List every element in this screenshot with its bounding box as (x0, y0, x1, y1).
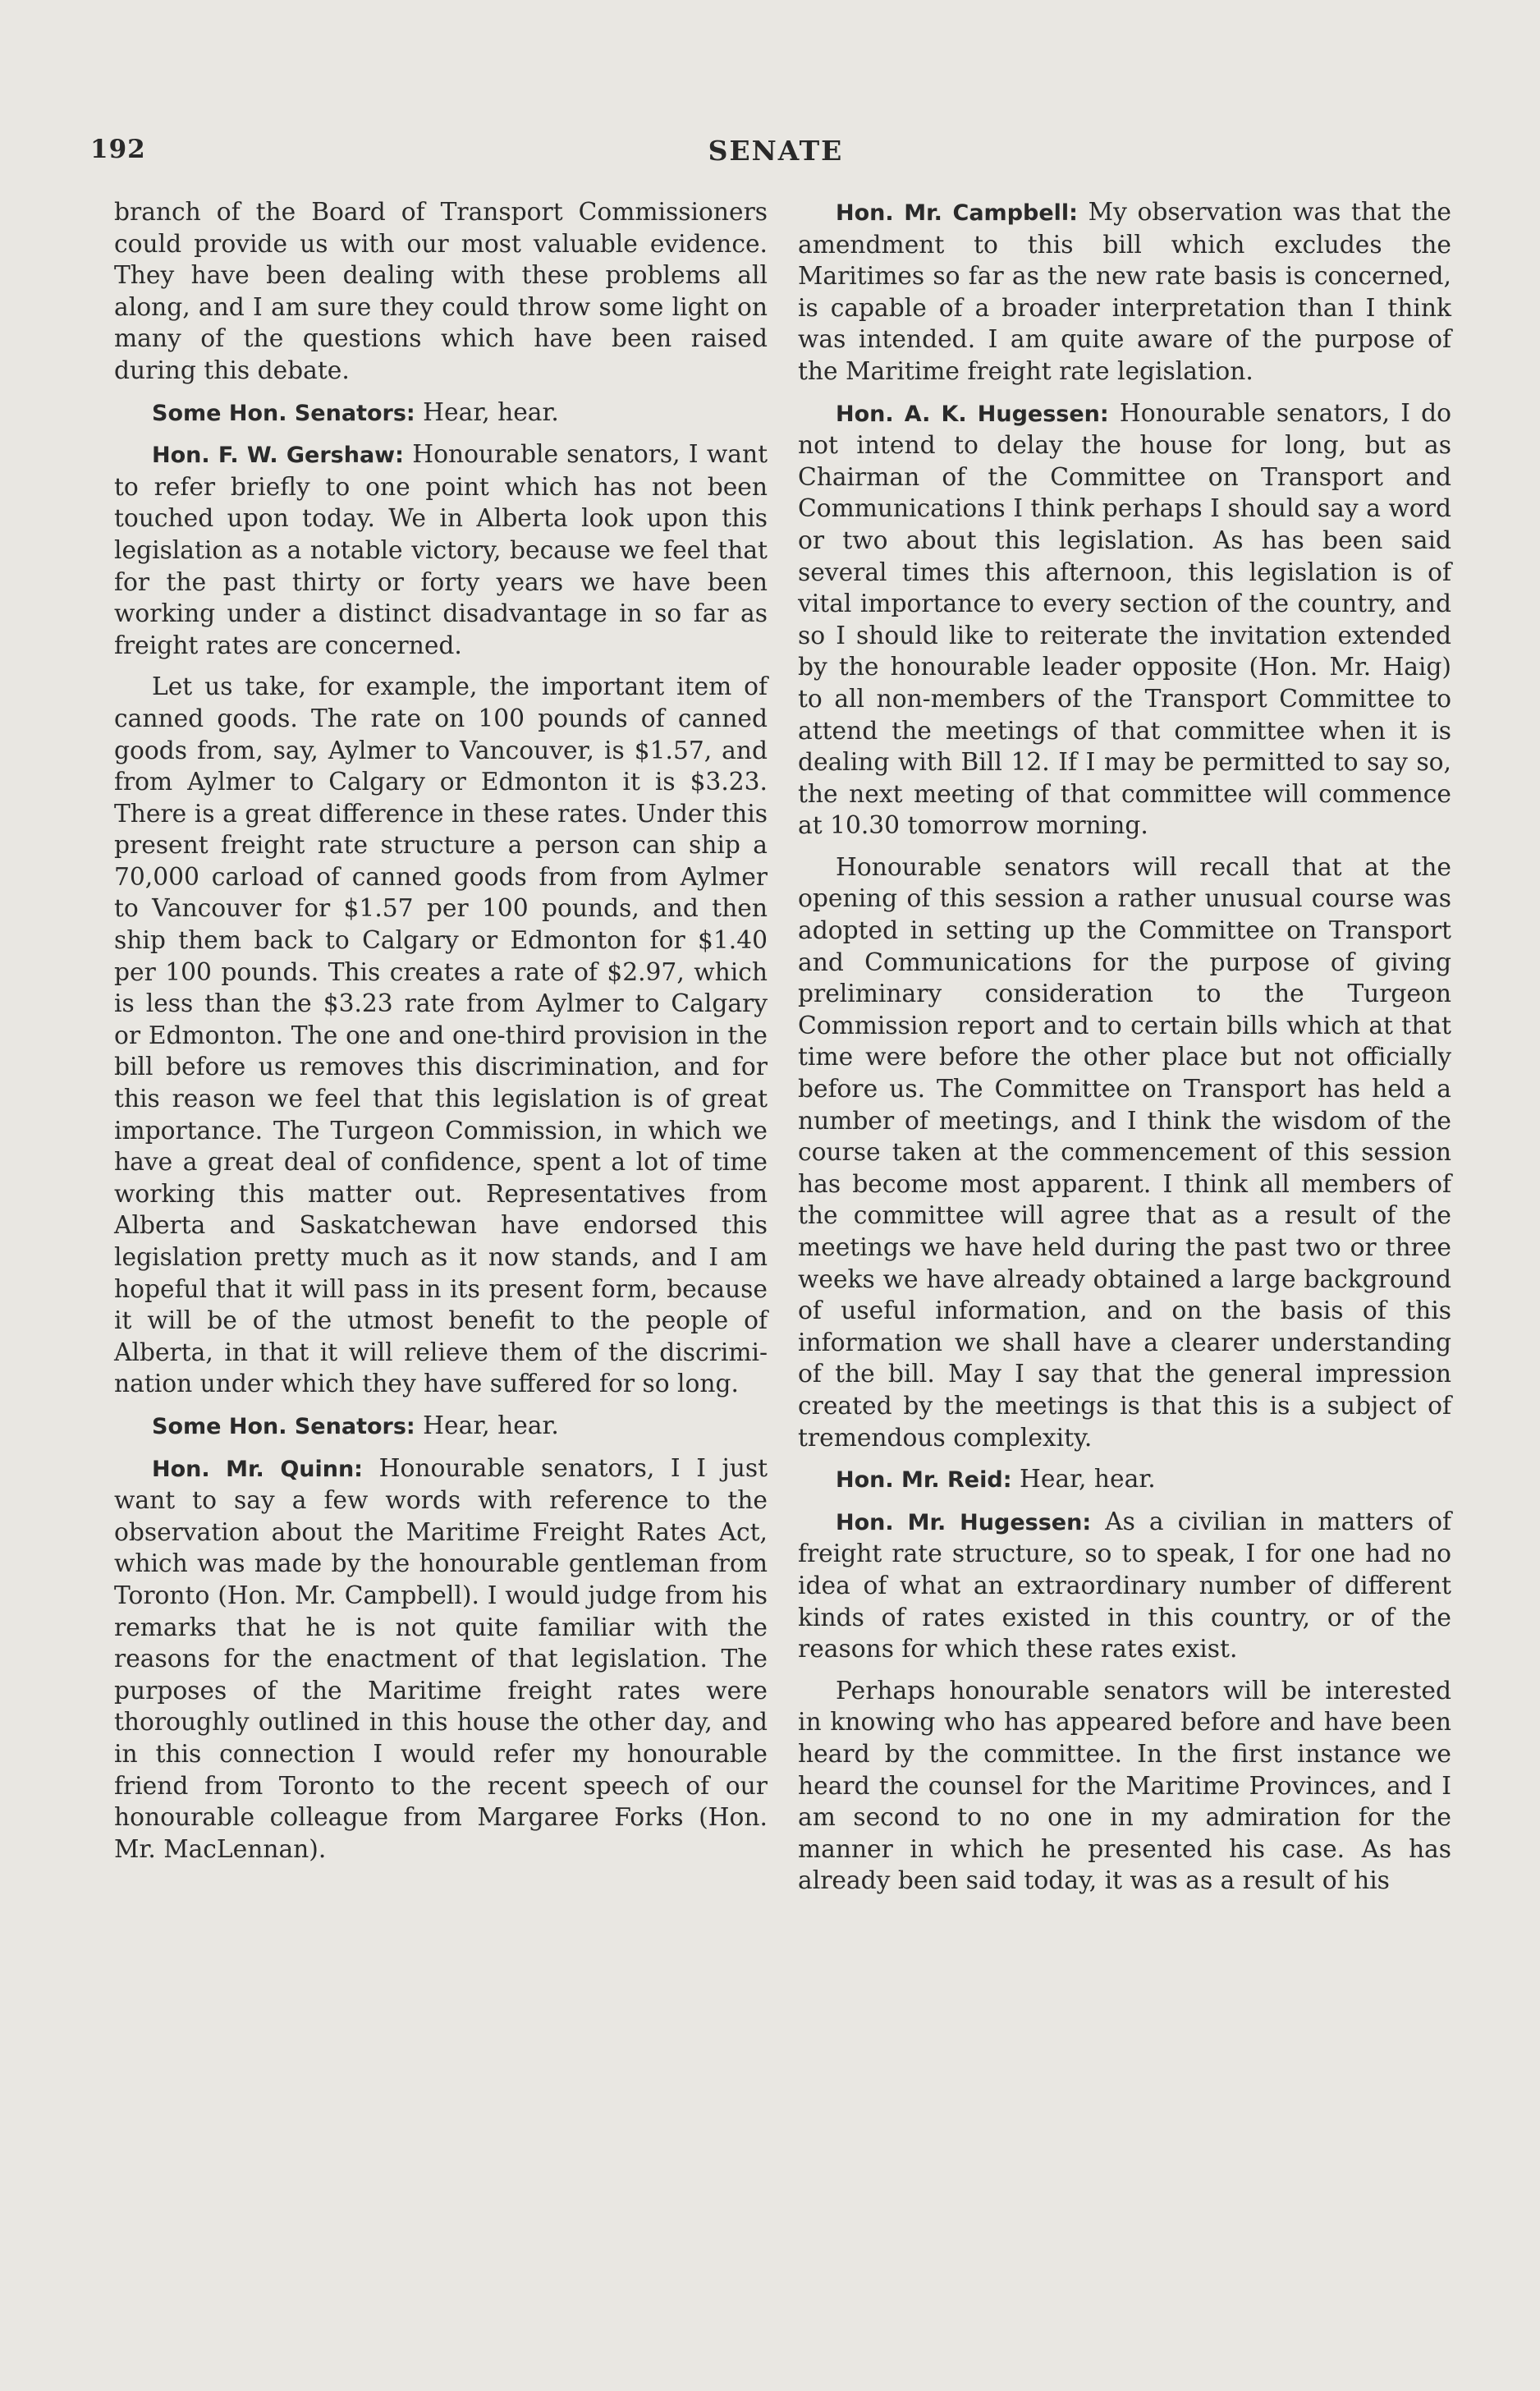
left-column (114, 197, 768, 1866)
paragraph (798, 1464, 1451, 1497)
paragraph-text: Hear, hear. (423, 397, 559, 427)
speaker-name: Some Hon. Senators: (152, 400, 415, 426)
paragraph (798, 197, 1451, 388)
paragraph-text: My observation was that the amendment to this bill which excludes the Maritimes so far as the new rate basis is concerned, is capable of a broader interpretation than I think was intended. I am quite aware of the purpose of the Maritime freight rate legislation. (798, 198, 1452, 386)
paragraph (114, 1453, 768, 1866)
speaker-name: Hon. F. W. Gershaw: (152, 443, 404, 469)
paragraph-text: Honourable senators, I do not intend to delay the house for long, but as Chairman of the Committee on Transport and Communications I think perhaps I should say a word or two about this legislation. As has been said several times this afternoon, this legislation is of vital importance to every section of the country, and so I should like to reiterate the invitation extended by the honourable leader opposite (Hon. Mr. Haig) to all non-members of the Transport Committee to attend the meetings of that committee when it is dealing with Bill 12. If I may be permitted to say so, the next meeting of that committee will commence at 10.30 tomorrow morning. (798, 398, 1451, 841)
paragraph-text: Perhaps honourable senators will be interested in knowing who has appeared before and have been heard by the committee. In the first instance we heard the counsel for the Maritime Provinces, and I am second to no one in my admiration for the manner in which he presented his case. As has already been said today, it was as a result of his (798, 1676, 1451, 1896)
paragraph (114, 1411, 768, 1443)
paragraph (114, 197, 768, 388)
speaker-name: Hon. A. K. Hugessen: (836, 401, 1109, 427)
paragraph (114, 397, 768, 430)
paragraph-text: branch of the Board of Transport Commissioners could provide us with our most valuable evidence. They have been dealing with these problems all along, and I am sure they could throw some light on many of the questions which have been raised during this debate. (114, 198, 768, 385)
page-header (90, 135, 1461, 176)
paragraph (114, 439, 768, 662)
paragraph-text: Honourable senators will recall that at the opening of this session a rather unusual course was adopted in setting up the Committee on Transport and Communications for the purpose of giving preliminary consideration to the Turgeon Commission report and to certain bills which at that time were before the other place but not officially before us. The Committee on Transport has held a number of meetings, and I think the wisdom of the course taken at the commencement of this session has become most apparent. I think all members of the committee will agree that as a result of the meetings we have held during the past two or three weeks we have already obtained a large background of useful information, and on the basis of this information we shall have a clearer understanding of the bill. May I say that the general impression created by the meetings is that this is a subject of tremendous complexity. (798, 852, 1451, 1452)
paragraph-text: Honourable senators, I want to refer briefly to one point which has not been touched upon today. We in Alberta look upon this legislation as a notable victory, because we feel that for the past thirty or forty years we have been working under a distinct disadvantage in so far as freight rates are concerned. (114, 440, 768, 660)
paragraph-text: Hear, hear. (1019, 1465, 1156, 1494)
paragraph (798, 398, 1451, 842)
paragraph (798, 1507, 1451, 1666)
paragraph-text: As a civilian in matters of freight rate structure, so to speak, I for one had no idea of what an extraordinary number of different kinds of rates existed in this country, or of the reasons for which these rates exist. (798, 1507, 1452, 1664)
paragraph-text: Let us take, for example, the important item of canned goods. The rate on 100 pounds of canned goods from, say, Aylmer to Vancouver, is $1.57, and from Aylmer to Calgary or Edmonton it is $3.23. There is a great difference in these rates. Under this present freight rate structure a person can ship a 70,000 carload of canned goods from from Aylmer to Vancouver for $1.57 per 100 pounds, and then ship them back to Calgary or Edmonton for $1.40 per 100 pounds. This creates a rate of $2.97, which is less than the $3.23 rate from Aylmer to Calgary or Edmonton. The one and one-third provision in the bill before us removes this discrimination, and for this reason we feel that this legislation is of great importance. The Turgeon Commission, in which we have a great deal of confidence, spent a lot of time working this matter out. Representatives from Alberta and Saskatchewan have endorsed this legislation pretty much as it now stands, and I am hopeful that it will pass in its present form, because it will be of the utmost benefit to the people of Alberta, in that it will relieve them of the discrimination under which they have suffered for so long. (114, 672, 768, 1399)
speaker-name: Hon. Mr. Reid: (836, 1467, 1012, 1494)
paragraph (798, 852, 1451, 1454)
speaker-name: Hon. Mr. Hugessen: (836, 1509, 1092, 1535)
paragraph-text: Honourable senators, I I just want to say a few words with reference to the observation about the Maritime Freight Rates Act, which was made by the honourable gentleman from Toronto (Hon. Mr. Campbell). I would judge from his remarks that he is not quite familiar with the reasons for the enactment of that legislation. The purposes of the Maritime freight rates were thoroughly outlined in this house the other day, and in this connection I would refer my honourable friend from Toronto to the recent speech of our honourable colleague from Margaree Forks (Hon. Mr. MacLennan). (114, 1453, 768, 1864)
speaker-name: Hon. Mr. Campbell: (836, 200, 1078, 226)
paragraph (798, 1676, 1451, 1898)
right-column (798, 197, 1451, 1898)
page-title: SENATE (708, 135, 844, 167)
page-number: 192 (90, 135, 146, 164)
paragraph (114, 672, 768, 1401)
speaker-name: Some Hon. Senators: (152, 1413, 415, 1439)
paragraph-text: Hear, hear. (423, 1411, 559, 1440)
speaker-name: Hon. Mr. Quinn: (152, 1456, 363, 1482)
